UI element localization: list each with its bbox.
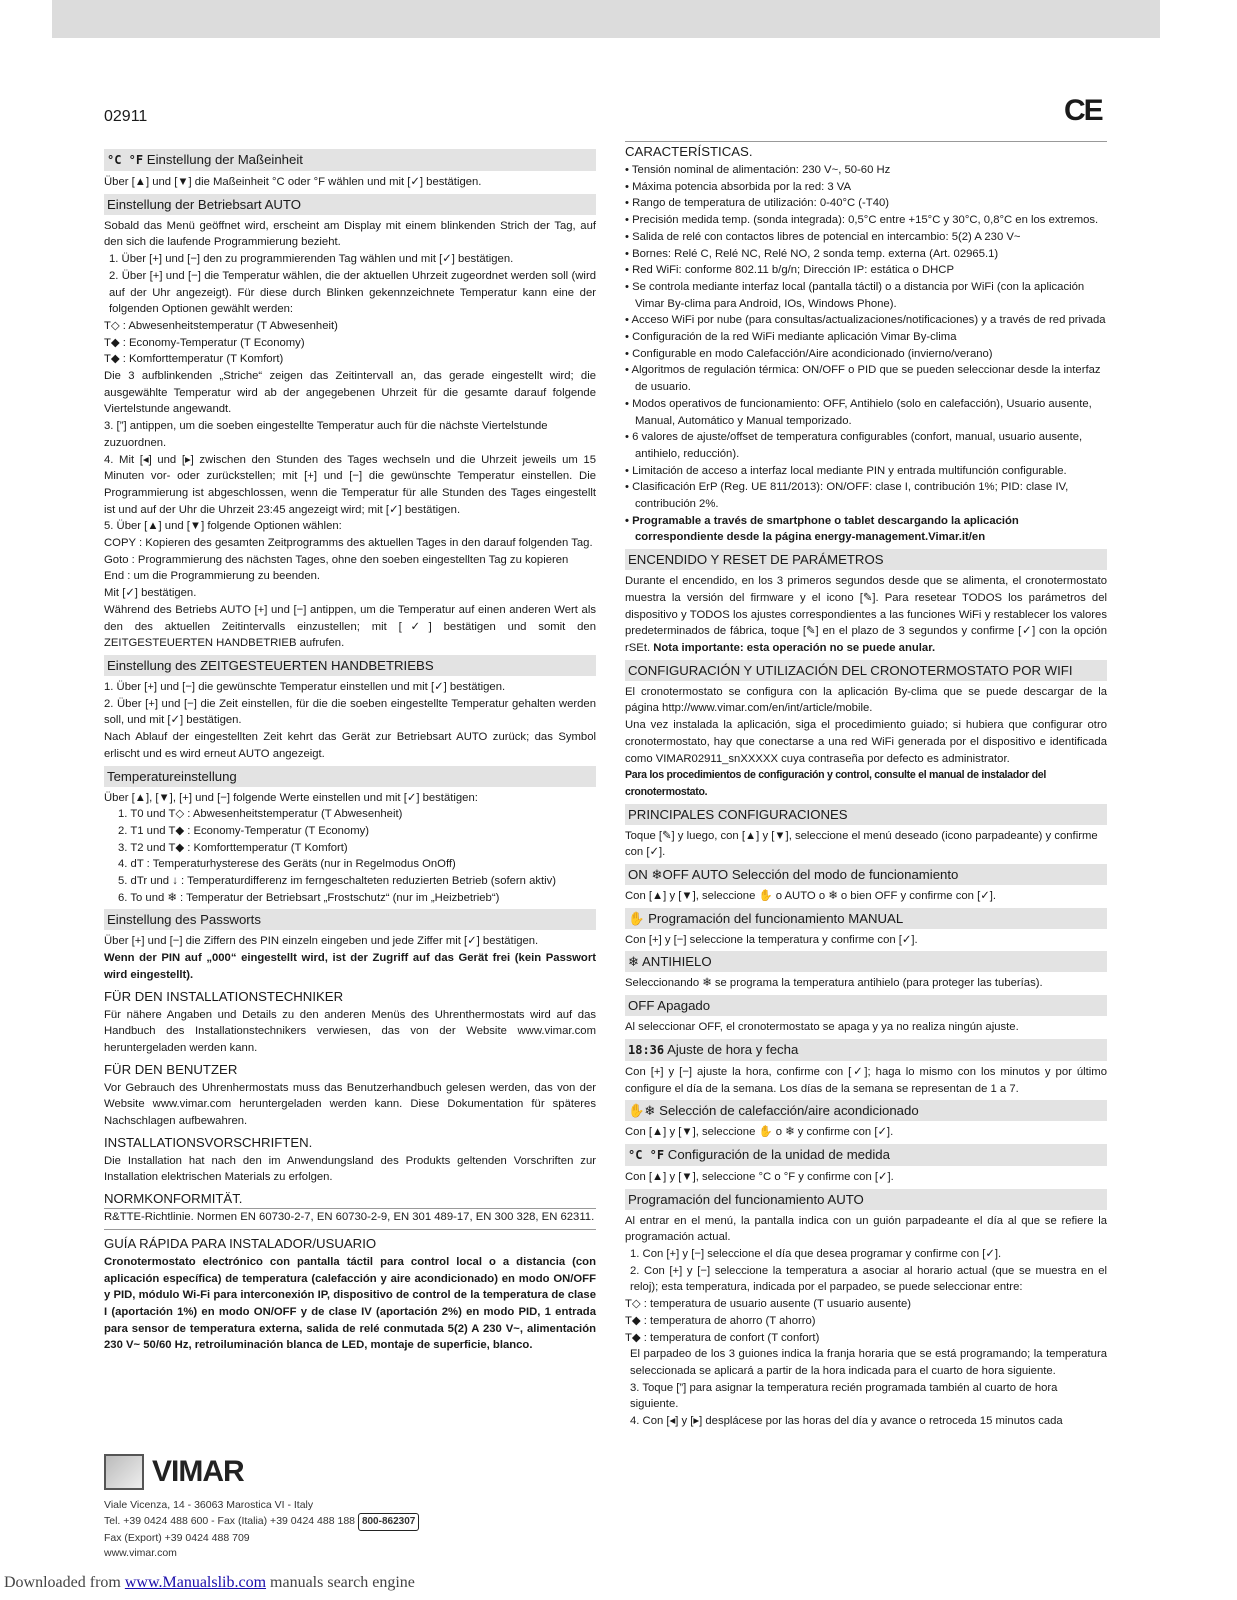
- unit-symbol-icon: °C °F: [107, 153, 144, 167]
- section-main-config-title: PRINCIPALES CONFIGURACIONES: [625, 804, 1107, 825]
- section-heat-cool-title: ✋❄ Selección de calefacción/aire acondicionado: [625, 1100, 1107, 1121]
- section-mode-title: ON ❄OFF AUTO Selección del modo de funcionamiento: [625, 864, 1107, 885]
- feature-item: • Red WiFi: conforme 802.11 b/g/n; Dirección IP: estática o DHCP: [625, 264, 954, 277]
- feature-item: • Algoritmos de regulación térmica: ON/OFF o PID que se pueden seleccionar desde la interfaz de usuario.: [625, 364, 1101, 394]
- section-installer-title: FÜR DEN INSTALLATIONSTECHNIKER: [104, 988, 344, 1004]
- heat-cool-icon: ✋❄: [628, 1103, 656, 1119]
- list-item: End : um die Programmierung zu beenden.: [104, 570, 321, 583]
- paragraph: Sobald das Menü geöffnet wird, erscheint am Display mit einem blinkenden Strich der Tag, auf den sich die laufende Programmierung bezieht.: [104, 219, 596, 249]
- list-item: T◆ : temperatura de confort (T confort): [625, 1331, 820, 1344]
- paragraph: Nach Ablauf der eingestellten Zeit kehrt das Gerät zur Betriebsart AUTO zurück; das Symbol erlischt und es wird erneut AUTO angezeigt.: [104, 731, 596, 760]
- section-user-title: FÜR DEN BENUTZER: [104, 1061, 238, 1077]
- section-auto-prog-title: Programación del funcionamiento AUTO: [625, 1189, 1107, 1210]
- list-item: 5. Über [▲] und [▼] folgende Optionen wählen:: [104, 520, 342, 533]
- feature-item: • Tensión nominal de alimentación: 230 V~, 50-60 Hz: [625, 164, 891, 176]
- section-off-title: OFF Apagado: [625, 995, 1107, 1016]
- list-item: 4. Mit [◂] und [▸] zwischen den Stunden des Tages wechseln und die Uhrzeit jeweils um 15 Minuten vor- oder zurückstellen; mit [+] und [−] die gewünschte Temperatur einstellen. Die Programmierung ist abgeschlossen, wenn die Temperatur für alle Stunden des Tages eingestellt ist und auf der Uhr die Uhrzeit 23:45 angezeigt wird; mit [✓] bestätigen.: [104, 453, 596, 516]
- list-item: T◇ : temperatura de usuario ausente (T usuario ausente): [625, 1298, 912, 1311]
- snowflake-icon: ❄: [628, 954, 640, 970]
- address: Viale Vicenza, 14 - 36063 Marostica VI - Italy: [104, 1499, 314, 1511]
- numero-verde-badge: 800-862307: [358, 1513, 419, 1532]
- feature-item: • Clasificación ErP (Reg. UE 811/2013): ON/OFF: clase I, contribución 1%; PID: clase IV, contribución 2%.: [625, 481, 1069, 511]
- list-item: T◆ : temperatura de ahorro (T ahorro): [625, 1314, 816, 1327]
- list-item: 3. Toque [”] para asignar la temperatura recién programada también al cuarto de hora siguiente.: [630, 1381, 1058, 1411]
- top-gray-bar: [52, 0, 1160, 38]
- list-item: 3. [”] antippen, um die soeben eingestellte Temperatur auch für die nächste Viertelstunde zuzuordnen.: [104, 420, 548, 449]
- feature-item: • Máxima potencia absorbida por la red: 3 VA: [625, 180, 852, 193]
- hand-icon: ✋: [628, 910, 645, 926]
- paragraph: Über [▲], [▼], [+] und [−] folgende Werte einstellen und mit [✓] bestätigen:: [104, 791, 478, 804]
- paragraph: Con [+] y [−] ajuste la hora, confirme con [✓]; haga lo mismo con los minutos y por último configure el día de la semana. Los días de la semana se representan de 1 a 7.: [625, 1065, 1107, 1095]
- section-clock-title: 18:36 Ajuste de hora y fecha: [625, 1039, 1107, 1061]
- feature-item: • Precisión medida temp. (sonda integrada): 0,5°C entre +15°C y 30°C, 0,8°C en los extremos.: [625, 214, 1099, 227]
- manualslib-link[interactable]: www.Manualslib.com: [124, 1574, 267, 1591]
- section-manual-title: Einstellung des ZEITGESTEUERTEN HANDBETRIEBS: [104, 655, 596, 676]
- feature-item: • Bornes: Relé C, Relé NC, Relé NO, 2 sonda temp. externa (Art. 02965.1): [625, 247, 999, 260]
- section-wifi-title: CONFIGURACIÓN Y UTILIZACIÓN DEL CRONOTERMOSTATO POR WIFI: [625, 660, 1107, 681]
- paragraph: Al seleccionar OFF, el cronotermostato se apaga y ya no realiza ningún ajuste.: [625, 1021, 1019, 1034]
- section-temperature-title: Temperatureinstellung: [104, 766, 596, 787]
- section-unit-es-title: °C °F Configuración de la unidad de medida: [625, 1144, 1107, 1166]
- list-item: 4. Con [◂] y [▸] desplácese por las horas del día y avance o retroceda 15 minutos cada: [630, 1415, 1063, 1428]
- footer: [104, 1454, 524, 1560]
- feature-item: • Limitación de acceso a interfaz local mediante PIN y entrada multifunción configurable.: [625, 464, 1067, 477]
- feature-item: • Modos operativos de funcionamiento: OFF, Antihielo (solo en calefacción), Usuario ausente, Manual, Automático y Manual temporizado.: [625, 397, 1092, 427]
- phone-line: Tel. +39 0424 488 600 - Fax (Italia) +39 0424 488 188 800-862307: [104, 1513, 524, 1532]
- list-item: Mit [✓] bestätigen.: [104, 587, 197, 600]
- paragraph: Seleccionando ❄ se programa la temperatura antihielo (para proteger las tuberías).: [625, 977, 1043, 990]
- list-item: T◆ : Economy-Temperatur (T Economy): [104, 336, 305, 349]
- feature-item: • Rango de temperatura de utilización: 0-40°C (-T40): [625, 197, 890, 210]
- paragraph: Una vez instalada la aplicación, siga el procedimiento guiado; si hubiera que configurar otro cronotermostato, hay que conectarse a una red WiFi generada por el dispositivo e identificada como VIMAR02911_snXXXXX cuya contraseña por defecto es administrator.: [625, 719, 1107, 765]
- paragraph: El cronotermostato se configura con la aplicación By-clima que se puede descargar de la página http://www.vimar.com/en/int/article/mobile.: [625, 685, 1107, 715]
- website: www.vimar.com: [104, 1546, 177, 1559]
- list-item: 1. Über [+] und [−] den zu programmierenden Tag wählen und mit [✓] bestätigen.: [109, 253, 514, 266]
- vimar-logo: VIMAR: [104, 1454, 524, 1490]
- paragraph: Die 3 aufblinkenden „Striche“ zeigen das Zeitintervall an, das gerade eingestellt wird; die ausgewählte Temperatur wird ab der angegebenen Uhrzeit für die gesamte darauf folgende Viertelstunde angewandt.: [104, 370, 596, 416]
- paragraph: Toque [✎] y luego, con [▲] y [▼], seleccione el menú deseado (icono parpadeante) y confirme con [✓].: [625, 829, 1098, 859]
- paragraph: Con [+] y [−] seleccione la temperatura y confirme con [✓].: [625, 933, 918, 946]
- clock-display-icon: 18:36: [628, 1042, 665, 1057]
- section-reset-title: ENCENDIDO Y RESET DE PARÁMETROS: [625, 549, 1107, 570]
- list-item: 5. dTr und ↓ : Temperaturdifferenz im ferngeschalteten reduzierten Betrieb (sofern aktiv): [118, 875, 557, 888]
- paragraph: Para los procedimientos de configuración y control, consulte el manual de instalador del cronotermostato.: [625, 769, 1046, 798]
- paragraph: Con [▲] y [▼], seleccione °C o °F y confirme con [✓].: [625, 1170, 894, 1183]
- section-password-title: Einstellung des Passworts: [104, 909, 596, 930]
- list-item: 2. T1 und T◆ : Economy-Temperatur (T Economy): [118, 824, 370, 837]
- download-watermark: Downloaded from www.Manualslib.com manuals search engine: [4, 1574, 415, 1591]
- paragraph: El parpadeo de los 3 guiones indica la franja horaria que se está programando; la temperatura seleccionada se aplicará a partir de la hora indicada para el cuarto de hora siguiente.: [630, 1348, 1107, 1377]
- paragraph: Während des Betriebs AUTO [+] und [−] antippen, um die Temperatur auf einen anderen Wert als den des aktuellen Zeitintervalls einzustellen; mit [✓] bestätigen und somit den ZEITGESTEUERTEN HANDBETRIEB aufrufen.: [104, 603, 596, 650]
- feature-item: • Configurable en modo Calefacción/Aire acondicionado (invierno/verano): [625, 347, 993, 360]
- section-auto-title: Einstellung der Betriebsart AUTO: [104, 194, 596, 215]
- paragraph: Vor Gebrauch des Uhrenhermostats muss das Benutzerhandbuch gelesen werden, das von der Website www.vimar.com heruntergeladen werden kann. Diese Dokumentation für späteres Nachschlagen aufbewahren.: [104, 1081, 596, 1128]
- paragraph: Con [▲] y [▼], seleccione ✋ o ❄ y confirme con [✓].: [625, 1126, 894, 1139]
- feature-item: • 6 valores de ajuste/offset de temperatura configurables (confort, manual, usuario ausente, antihielo, reducción).: [625, 431, 1083, 460]
- feature-item: • Salida de relé con contactos libres de potencial en intercambio: 5(2) A 230 V~: [625, 230, 1021, 243]
- list-item: 2. Con [+] y [−] seleccione la temperatura a asociar al horario actual (que se muestra en el reloj); esta temperatura, indicada por el parpadeo, se puede seleccionar entre:: [630, 1264, 1107, 1294]
- ce-mark-icon: CE: [1064, 94, 1102, 127]
- product-code: 02911: [104, 108, 148, 125]
- paragraph: Für nähere Angaben und Details zu den anderen Menüs des Uhrenthermostats wird auf das Handbuch des Installationstechnikers verwiesen, das von der Website www.vimar.com heruntergeladen werden kann.: [104, 1008, 596, 1054]
- feature-item: • Se controla mediante interfaz local (pantalla táctil) o a distancia por WiFi (con la aplicación Vimar By-clima para Android, IOs, Windows Phone).: [625, 280, 1085, 310]
- section-antifreeze-title: ❄ ANTIHIELO: [625, 951, 1107, 972]
- features-list: [625, 162, 1107, 513]
- list-item: T◆ : Komforttemperatur (T Komfort): [104, 353, 284, 366]
- section-unit-title: °C °F Einstellung der Maßeinheit: [104, 149, 596, 171]
- feature-item: • Acceso WiFi por nube (para consultas/actualizaciones/notificaciones) y a través de red privada: [625, 314, 1106, 327]
- list-item: • Programable a través de smartphone o tablet descargando la aplicación correspondiente desde la página energy-management.Vimar.it/en: [625, 514, 1019, 544]
- paragraph: Die Installation hat nach den im Anwendungsland des Produkts geltenden Vorschriften zur Installation elektrischen Materials zu erfolgen.: [104, 1154, 596, 1184]
- list-item: 1. Con [+] y [−] seleccione el día que desea programar y confirme con [✓].: [630, 1248, 1002, 1261]
- paragraph: Con [▲] y [▼], seleccione ✋ o AUTO o ❄ o bien OFF y confirme con [✓].: [625, 890, 996, 903]
- paragraph: Wenn der PIN auf „000“ eingestellt wird, ist der Zugriff auf das Gerät frei (kein Passwort wird eingestellt).: [104, 952, 596, 981]
- feature-item: • Configuración de la red WiFi mediante aplicación Vimar By-clima: [625, 331, 957, 344]
- list-item: 4. dT : Temperaturhysterese des Geräts (nur in Regelmodus OnOff): [118, 858, 456, 871]
- list-item: Goto : Programmierung des nächsten Tages, ohne den soeben eingestellten Tag zu kopieren: [104, 553, 569, 566]
- list-item: 6. To und ❄ : Temperatur der Betriebsart „Frostschutz“ (nur im „Heizbetrieb“): [118, 891, 500, 904]
- list-item: 1. T0 und T◇ : Abwesenheitstemperatur (T Abwesenheit): [118, 808, 403, 821]
- paragraph: Über [▲] und [▼] die Maßeinheit °C oder °F wählen und mit [✓] bestätigen.: [104, 176, 482, 188]
- list-item: T◇ : Abwesenheitstemperatur (T Abwesenheit): [104, 319, 338, 332]
- section-conformity-title: NORMKONFORMITÄT.: [104, 1189, 596, 1209]
- section-features-title: CARACTERÍSTICAS.: [625, 141, 1107, 161]
- list-item: 2. Über [+] und [−] die Temperatur wählen, die der aktuellen Uhrzeit zugeordnet werden soll (wird auf der Uhr angezeigt). Für diese durch Blinken gekennzeichnete Temperatur kann eine der folgenden Optionen gewählt werden:: [109, 269, 596, 316]
- right-column: [625, 146, 1107, 1430]
- paragraph: Cronotermostato electrónico con pantalla táctil para control local o a distancia (con aplicación específica) de temperatura (calefacción y aire acondicionado) en modo ON/OFF y PID, módulo Wi-Fi para interconexión IP, dispositivo de control de la temperatura de clase I (aportación 1%) en modo ON/OFF y de clase IV (aportación 2%) en modo PID, 1 entrada para sensor de temperatura externa, salida de relé conmutada 5(2) A 230 V~, alimentación 230 V~ 50/60 Hz, retroiluminación blanca de LED, montaje de superficie, blanco.: [104, 1255, 596, 1352]
- paragraph: R&TTE-Richtlinie. Normen EN 60730-2-7, EN 60730-2-9, EN 301 489-17, EN 300 328, EN 62311.: [104, 1211, 595, 1224]
- list-item: 1. Über [+] und [−] die gewünschte Temperatur einstellen und mit [✓] bestätigen.: [104, 680, 506, 693]
- list-item: 3. T2 und T◆ : Komforttemperatur (T Komfort): [118, 841, 348, 854]
- paragraph: Über [+] und [−] die Ziffern des PIN einzeln eingeben und jede Ziffer mit [✓] bestätigen.: [104, 935, 539, 948]
- section-manual-prog-title: ✋ Programación del funcionamiento MANUAL: [625, 908, 1107, 929]
- unit-symbol-icon: °C °F: [628, 1147, 665, 1162]
- list-item: COPY : Kopieren des gesamten Zeitprogramms des aktuellen Tages in den darauf folgenden Tag.: [104, 537, 593, 550]
- section-install-rules-title: INSTALLATIONSVORSCHRIFTEN.: [104, 1134, 313, 1150]
- left-column: [104, 146, 596, 1354]
- fax-line: Fax (Export) +39 0424 488 709: [104, 1532, 250, 1544]
- section-quickguide-title: GUÍA RÁPIDA PARA INSTALADOR/USUARIO: [104, 1229, 596, 1253]
- paragraph: Al entrar en el menú, la pantalla indica con un guión parpadeante el día al que se refiere la programación actual.: [625, 1214, 1107, 1244]
- paragraph: Durante el encendido, en los 3 primeros segundos desde que se alimenta, el cronotermostato muestra la versión del firmware y el icono [✎]. Para resetear TODOS los parámetros del dispositivo y TODOS los ajustes correspondientes a las funciones WiFi y restablecer los valores predeterminados de fábrica, toque [✎] en el plazo de 3 segundos y confirme [✓] con la opción rSEt. Nota importante: esta operación no se puede anular.: [625, 575, 1107, 654]
- list-item: 2. Über [+] und [−] die Zeit einstellen, für die die soeben eingestellte Temperatur gehalten werden soll, und mit [✓] bestätigen.: [104, 697, 596, 727]
- vimar-logo-icon: [104, 1454, 144, 1490]
